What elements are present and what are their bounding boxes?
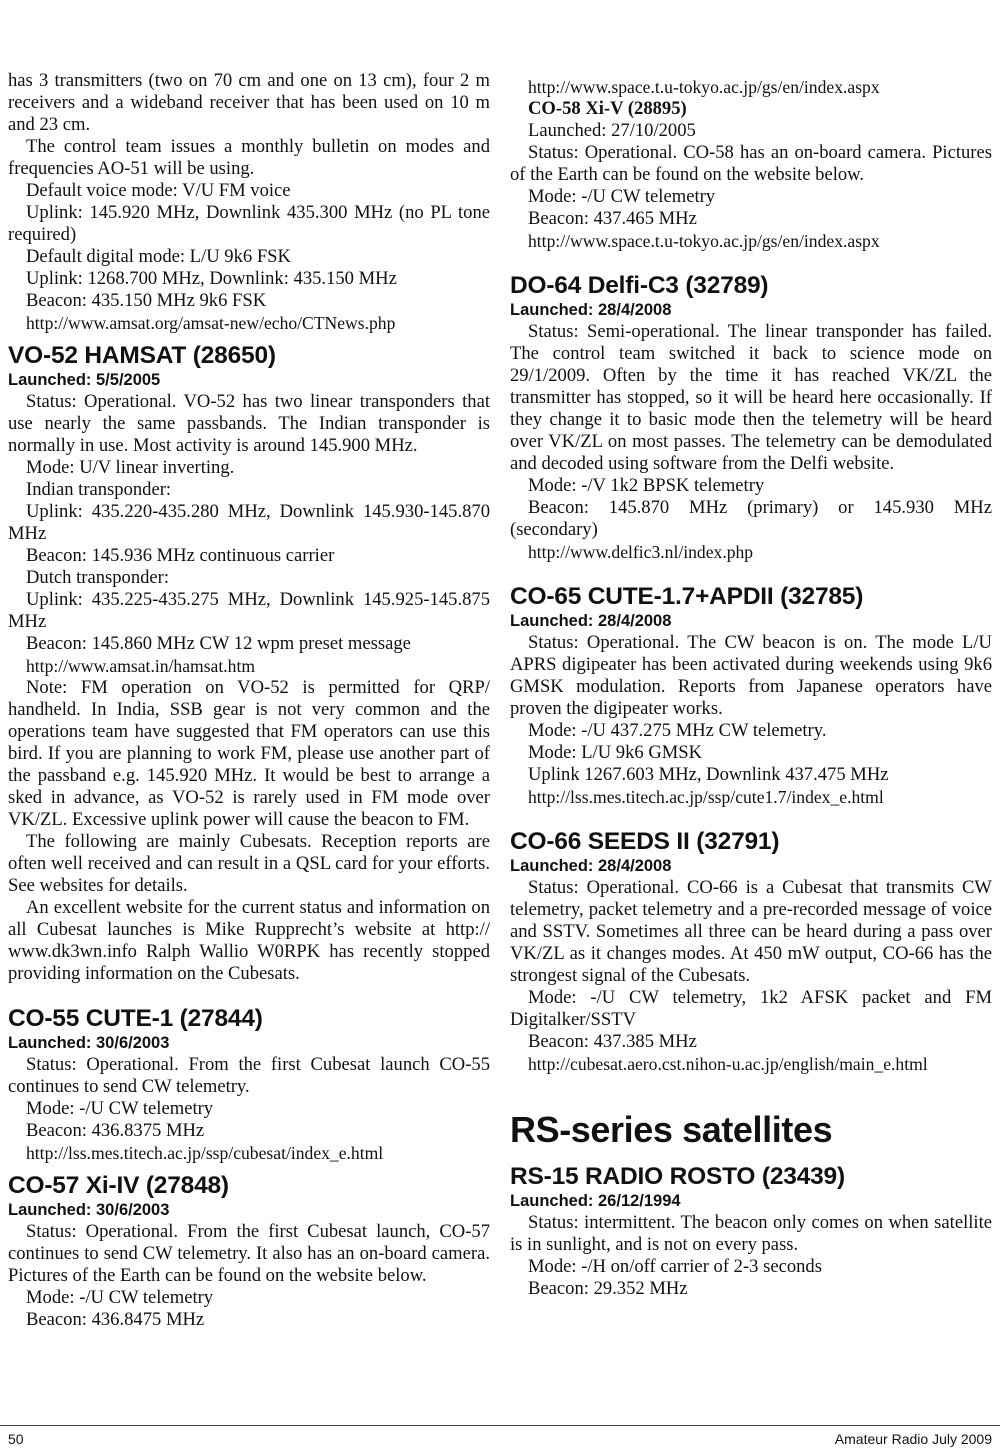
co55-beacon: Beacon: 436.8375 MHz xyxy=(26,1120,205,1141)
do64-beacon: Beacon: 145.870 MHz (primary) or 145.930 MHz (secondary) xyxy=(510,497,992,540)
do64-heading: DO-64 Delfi-C3 (32789) xyxy=(510,272,769,299)
co55-heading: CO-55 CUTE-1 (27844) xyxy=(8,1005,263,1032)
rs15-status: Status: intermittent. The beacon only comes on when satellite is in sunlight, and is not on every pass. xyxy=(510,1212,992,1255)
vo52-mode: Mode: U/V linear inverting. xyxy=(26,457,235,478)
co65-mode-gmsk: Mode: L/U 9k6 GMSK xyxy=(528,742,703,763)
vo52-dutch-label: Dutch transponder: xyxy=(26,567,170,588)
voice-uplink-line: Uplink: 145.920 MHz, Downlink 435.300 MHz (no PL tone required) xyxy=(8,202,490,245)
co58-beacon: Beacon: 437.465 MHz xyxy=(528,208,697,229)
hamsat-url: http://www.amsat.in/hamsat.htm xyxy=(26,656,256,676)
rs15-launched: Launched: 26/12/1994 xyxy=(510,1192,681,1210)
co66-beacon: Beacon: 437.385 MHz xyxy=(528,1031,697,1052)
do64-launched: Launched: 28/4/2008 xyxy=(510,301,672,319)
seeds-url: http://cubesat.aero.cst.nihon-u.ac.jp/english/main_e.html xyxy=(528,1054,928,1074)
do64-status: Status: Semi-operational. The linear transponder has failed. The control team switched it back to science mode on 29/1/2009. Often by the time it has reached VK/ZL the transmitter has stopped, so it will be heard here occasionally. If they change it to basic mode then the telemetry will be heard over VK/ZL on most passes. The telemetry can be demodulated and decoded using software from the Delfi website. xyxy=(510,321,992,474)
delfi-url: http://www.delfic3.nl/index.php xyxy=(528,542,754,562)
vo52-status: Status: Operational. VO-52 has two linear transponders that use nearly the same passbands. The Indian transponder is normally in use. Most activity is around 145.900 MHz. xyxy=(8,391,490,456)
digital-beacon-line: Beacon: 435.150 MHz 9k6 FSK xyxy=(26,290,267,311)
footer-rule xyxy=(0,1425,1000,1426)
left-column xyxy=(8,70,490,1331)
co58-status: Status: Operational. CO-58 has an on-board camera. Pictures of the Earth can be found on the website below. xyxy=(510,142,992,185)
rs15-heading: RS-15 RADIO ROSTO (23439) xyxy=(510,1163,845,1190)
cute17-url: http://lss.mes.titech.ac.jp/ssp/cute1.7/index_e.html xyxy=(528,787,884,807)
voice-mode-line: Default voice mode: V/U FM voice xyxy=(26,180,291,201)
co57-mode: Mode: -/U CW telemetry xyxy=(26,1287,214,1308)
co55-status: Status: Operational. From the first Cubesat launch CO-55 continues to send CW telemetry. xyxy=(8,1054,490,1097)
publication-footer: Amateur Radio July 2009 xyxy=(834,1431,992,1447)
co55-mode: Mode: -/U CW telemetry xyxy=(26,1098,214,1119)
vo52-indian-label: Indian transponder: xyxy=(26,479,172,500)
vo52-dutch-beacon: Beacon: 145.860 MHz CW 12 wpm preset message xyxy=(26,633,411,654)
rs15-beacon: Beacon: 29.352 MHz xyxy=(528,1278,688,1299)
rs-series-heading: RS-series satellites xyxy=(510,1109,833,1150)
vo52-indian-beacon: Beacon: 145.936 MHz continuous carrier xyxy=(26,545,335,566)
do64-mode: Mode: -/V 1k2 BPSK telemetry xyxy=(528,475,765,496)
co57-status: Status: Operational. From the first Cubesat launch, CO-57 continues to send CW telemetry. It also has an on-board camera. Pictures of the Earth can be found on the website below. xyxy=(8,1221,490,1286)
tokyo-url-top: http://www.space.t.u-tokyo.ac.jp/gs/en/index.aspx xyxy=(528,77,880,97)
page-number: 50 xyxy=(8,1431,24,1447)
co57-heading: CO-57 Xi-IV (27848) xyxy=(8,1172,229,1199)
co66-status: Status: Operational. CO-66 is a Cubesat that transmits CW telemetry, packet telemetry and a pre-recorded message of voice and SSTV. Sometimes all three can be heard during a pass over VK/ZL as it changes modes. At 450 mW output, CO-66 has the strongest signal of the Cubesats. xyxy=(510,877,992,986)
co58-url: http://www.space.t.u-tokyo.ac.jp/gs/en/index.aspx xyxy=(528,231,880,251)
co65-launched: Launched: 28/4/2008 xyxy=(510,612,672,630)
vo52-launched: Launched: 5/5/2005 xyxy=(8,371,161,389)
digital-uplink-line: Uplink: 1268.700 MHz, Downlink: 435.150 MHz xyxy=(26,268,397,289)
rs15-mode: Mode: -/H on/off carrier of 2-3 seconds xyxy=(528,1256,822,1277)
website-paragraph: An excellent website for the current status and information on all Cubesat launches is Mike Rupprecht’s website at http:// www.dk3wn.info Ralph Wallio W0RPK has recently stopped providing information on the Cubesats. xyxy=(8,897,490,984)
bulletin-paragraph: The control team issues a monthly bulletin on modes and frequencies AO-51 will be using. xyxy=(8,136,490,179)
co58-mode: Mode: -/U CW telemetry xyxy=(528,186,716,207)
co58-heading: CO-58 Xi-V (28895) xyxy=(528,98,687,119)
digital-mode-line: Default digital mode: L/U 9k6 FSK xyxy=(26,246,291,267)
co55-launched: Launched: 30/6/2003 xyxy=(8,1034,170,1052)
co57-launched: Launched: 30/6/2003 xyxy=(8,1201,170,1219)
co57-beacon: Beacon: 436.8475 MHz xyxy=(26,1309,205,1330)
co65-uplink: Uplink 1267.603 MHz, Downlink 437.475 MHz xyxy=(528,764,889,785)
co66-launched: Launched: 28/4/2008 xyxy=(510,857,672,875)
right-column xyxy=(510,76,992,1300)
vo52-indian-uplink: Uplink: 435.220-435.280 MHz, Downlink 145.930-145.870 MHz xyxy=(8,501,490,544)
ctnews-url: http://www.amsat.org/amsat-new/echo/CTNews.php xyxy=(26,313,396,333)
co65-mode-cw: Mode: -/U 437.275 MHz CW telemetry. xyxy=(528,720,827,741)
co65-status: Status: Operational. The CW beacon is on. The mode L/U APRS digipeater has been activated during weekends using 9k6 GMSK modulation. Reports from Japanese operators have proven the digipeater works. xyxy=(510,632,992,719)
intro-paragraph: has 3 transmitters (two on 70 cm and one on 13 cm), four 2 m receivers and a wideband receiver that has been used on 10 m and 23 cm. xyxy=(8,70,490,135)
co66-mode: Mode: -/U CW telemetry, 1k2 AFSK packet and FM Digitalker/SSTV xyxy=(510,987,992,1030)
co66-heading: CO-66 SEEDS II (32791) xyxy=(510,828,780,855)
cubesats-paragraph: The following are mainly Cubesats. Reception reports are often well received and can result in a QSL card for your efforts. See websites for details. xyxy=(8,831,490,896)
co58-launched: Launched: 27/10/2005 xyxy=(528,120,696,141)
co65-heading: CO-65 CUTE-1.7+APDII (32785) xyxy=(510,583,864,610)
vo52-note: Note: FM operation on VO-52 is permitted for QRP/ handheld. In India, SSB gear is not very common and the operations team have suggested that FM operators can use this bird. If you are planning to work FM, please use another part of the passband e.g. 145.920 MHz. It would be best to arrange a sked in advance, as VO-52 is rarely used in FM mode over VK/ZL. Excessive uplink power will cause the beacon to FM. xyxy=(8,677,490,830)
vo52-heading: VO-52 HAMSAT (28650) xyxy=(8,342,276,369)
vo52-dutch-uplink: Uplink: 435.225-435.275 MHz, Downlink 145.925-145.875 MHz xyxy=(8,589,490,632)
co55-url: http://lss.mes.titech.ac.jp/ssp/cubesat/index_e.html xyxy=(26,1143,384,1163)
